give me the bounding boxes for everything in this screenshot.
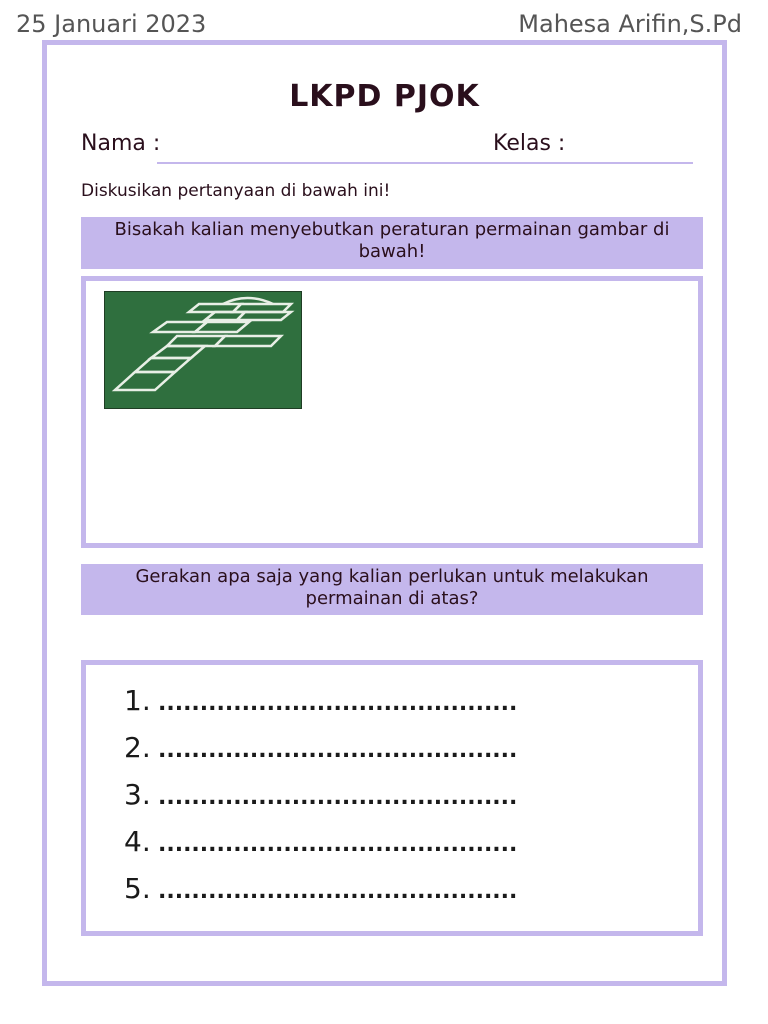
answer-line[interactable] [124, 818, 517, 865]
answer-dots: ........................................... [158, 785, 518, 810]
name-label: Nama : [81, 131, 161, 156]
answer-number: 2. [124, 731, 151, 764]
answer-number: 3. [124, 778, 151, 811]
instruction-text: Diskusikan pertanyaan di bawah ini! [81, 181, 391, 201]
answer-line[interactable] [124, 677, 517, 724]
answer-list [124, 677, 517, 912]
header-date: 25 Januari 2023 [16, 10, 207, 38]
question-2: Gerakan apa saja yang kalian perlukan untuk melakukan permainan di atas? [81, 564, 703, 615]
class-label: Kelas : [493, 131, 566, 156]
header-author: Mahesa Arifin,S.Pd [518, 10, 742, 38]
answer-number: 5. [124, 872, 151, 905]
answer-line[interactable] [124, 771, 517, 818]
worksheet-title: LKPD PJOK [289, 79, 480, 114]
answer-line[interactable] [124, 865, 517, 912]
answer-dots: ........................................... [158, 691, 518, 716]
name-line[interactable] [157, 162, 693, 164]
answer-dots: ........................................... [158, 879, 518, 904]
question-1: Bisakah kalian menyebutkan peraturan permainan gambar di bawah! [81, 217, 703, 269]
answer-dots: ........................................... [158, 832, 518, 857]
answer-dots: ........................................... [158, 738, 518, 763]
answer-number: 1. [124, 684, 151, 717]
hopscotch-image [104, 291, 302, 409]
answer-box-2[interactable] [81, 660, 703, 936]
answer-number: 4. [124, 825, 151, 858]
answer-box-1[interactable] [81, 276, 703, 548]
answer-line[interactable] [124, 724, 517, 771]
worksheet-frame [42, 40, 727, 986]
